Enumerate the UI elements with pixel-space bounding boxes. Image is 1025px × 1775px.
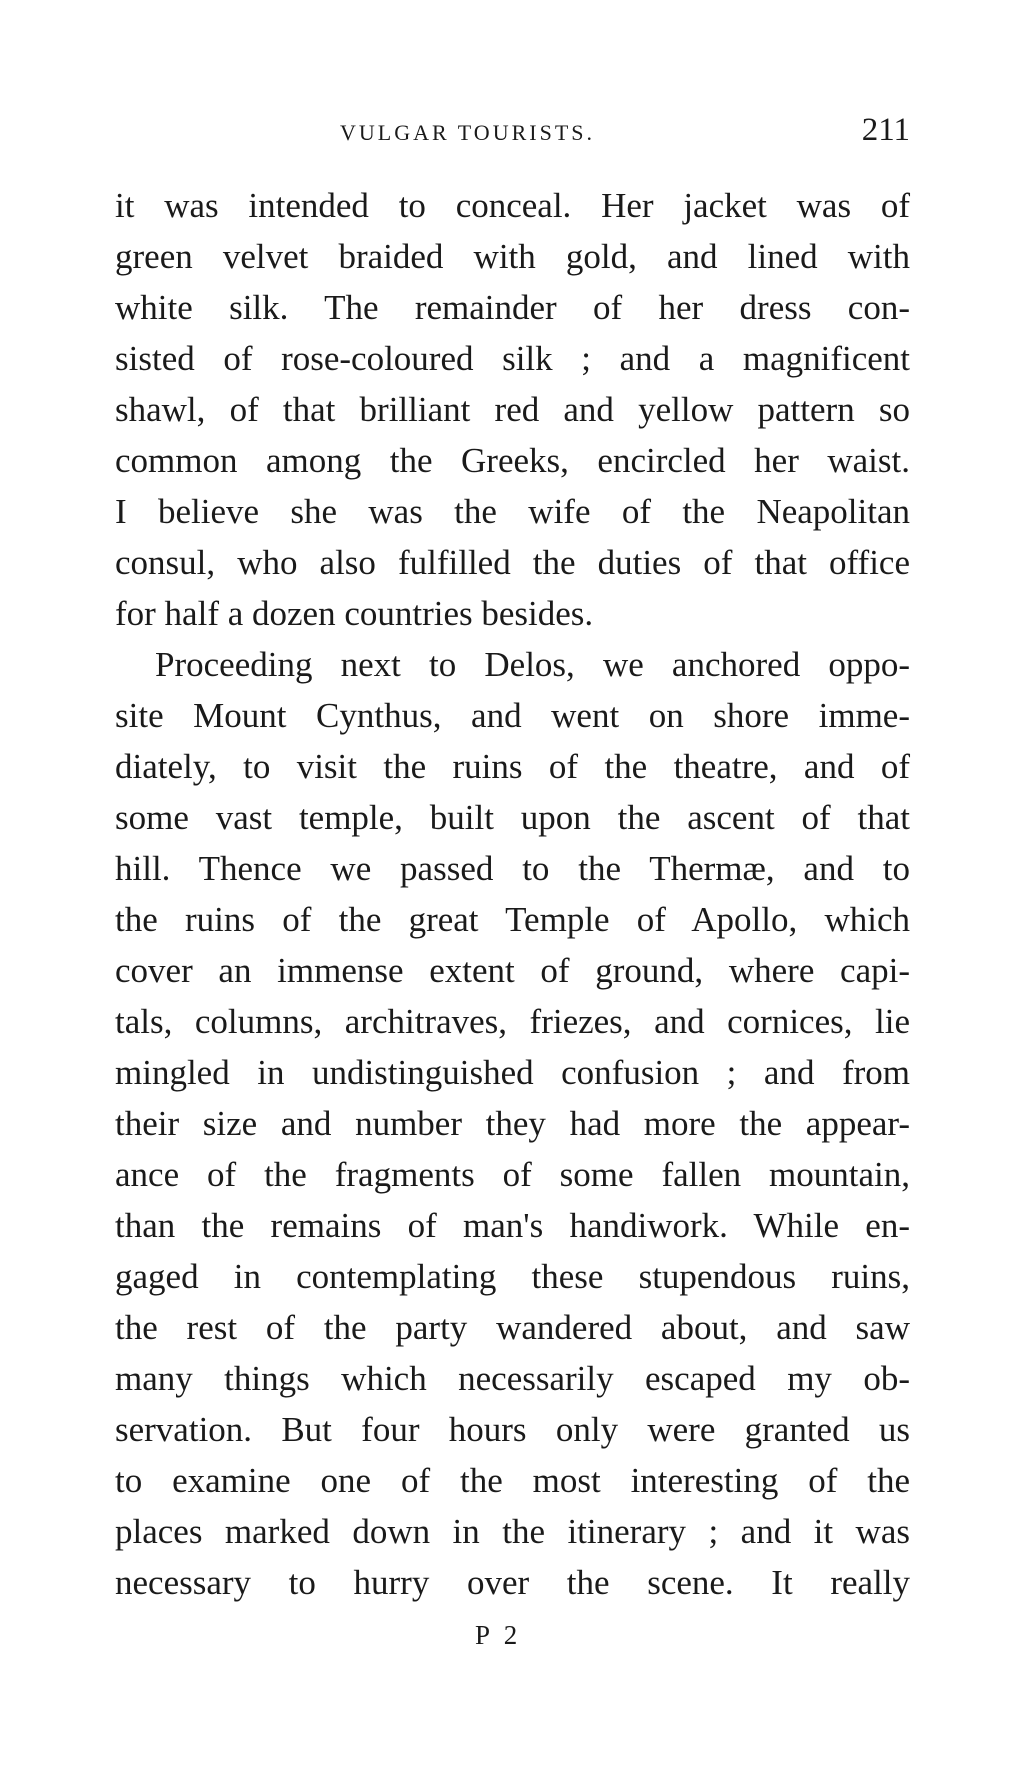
text-line: I believe she was the wife of the Neapolitan — [115, 492, 910, 531]
text-line: common among the Greeks, encircled her waist. — [115, 441, 910, 480]
text-line: diately, to visit the ruins of the theatre, and of — [115, 747, 910, 786]
text-line: the ruins of the great Temple of Apollo, which — [115, 900, 910, 939]
text-line: than the remains of man's handiwork. While en- — [115, 1206, 910, 1245]
text-line: cover an immense extent of ground, where capi- — [115, 951, 910, 990]
text-line: consul, who also fulfilled the duties of that office — [115, 543, 910, 582]
text-line: green velvet braided with gold, and lined with — [115, 237, 910, 276]
text-line: places marked down in the itinerary ; and it was — [115, 1512, 910, 1551]
running-head — [115, 112, 910, 152]
text-line: some vast temple, built upon the ascent of that — [115, 798, 910, 837]
signature-mark: P 2 — [475, 1620, 522, 1650]
text-line: shawl, of that brilliant red and yellow pattern so — [115, 390, 910, 429]
body-text — [115, 180, 910, 1608]
text-line: many things which necessarily escaped my ob- — [115, 1359, 910, 1398]
text-line: servation. But four hours only were granted us — [115, 1410, 910, 1449]
text-line: it was intended to conceal. Her jacket was of — [115, 186, 910, 225]
text-line: the rest of the party wandered about, and saw — [115, 1308, 910, 1347]
text-line: for half a dozen countries besides. — [115, 594, 594, 633]
text-line: their size and number they had more the appear- — [115, 1104, 910, 1143]
text-line: ance of the fragments of some fallen mountain, — [115, 1155, 910, 1194]
text-line: to examine one of the most interesting of the — [115, 1461, 910, 1500]
text-line: tals, columns, architraves, friezes, and cornices, lie — [115, 1002, 910, 1041]
text-line: mingled in undistinguished confusion ; and from — [115, 1053, 910, 1092]
text-line: white silk. The remainder of her dress con- — [115, 288, 910, 327]
text-line: site Mount Cynthus, and went on shore imme- — [115, 696, 910, 735]
text-line: sisted of rose-coloured silk ; and a magnificent — [115, 339, 910, 378]
running-title: VULGAR TOURISTS. — [340, 120, 595, 145]
text-line: necessary to hurry over the scene. It really — [115, 1563, 910, 1602]
text-line: gaged in contemplating these stupendous ruins, — [115, 1257, 910, 1296]
text-line: Proceeding next to Delos, we anchored oppo- — [155, 645, 910, 684]
paragraph — [115, 639, 910, 1608]
paragraph — [115, 180, 910, 639]
text-line: hill. Thence we passed to the Thermæ, and to — [115, 849, 910, 888]
page-number: 211 — [861, 112, 910, 148]
